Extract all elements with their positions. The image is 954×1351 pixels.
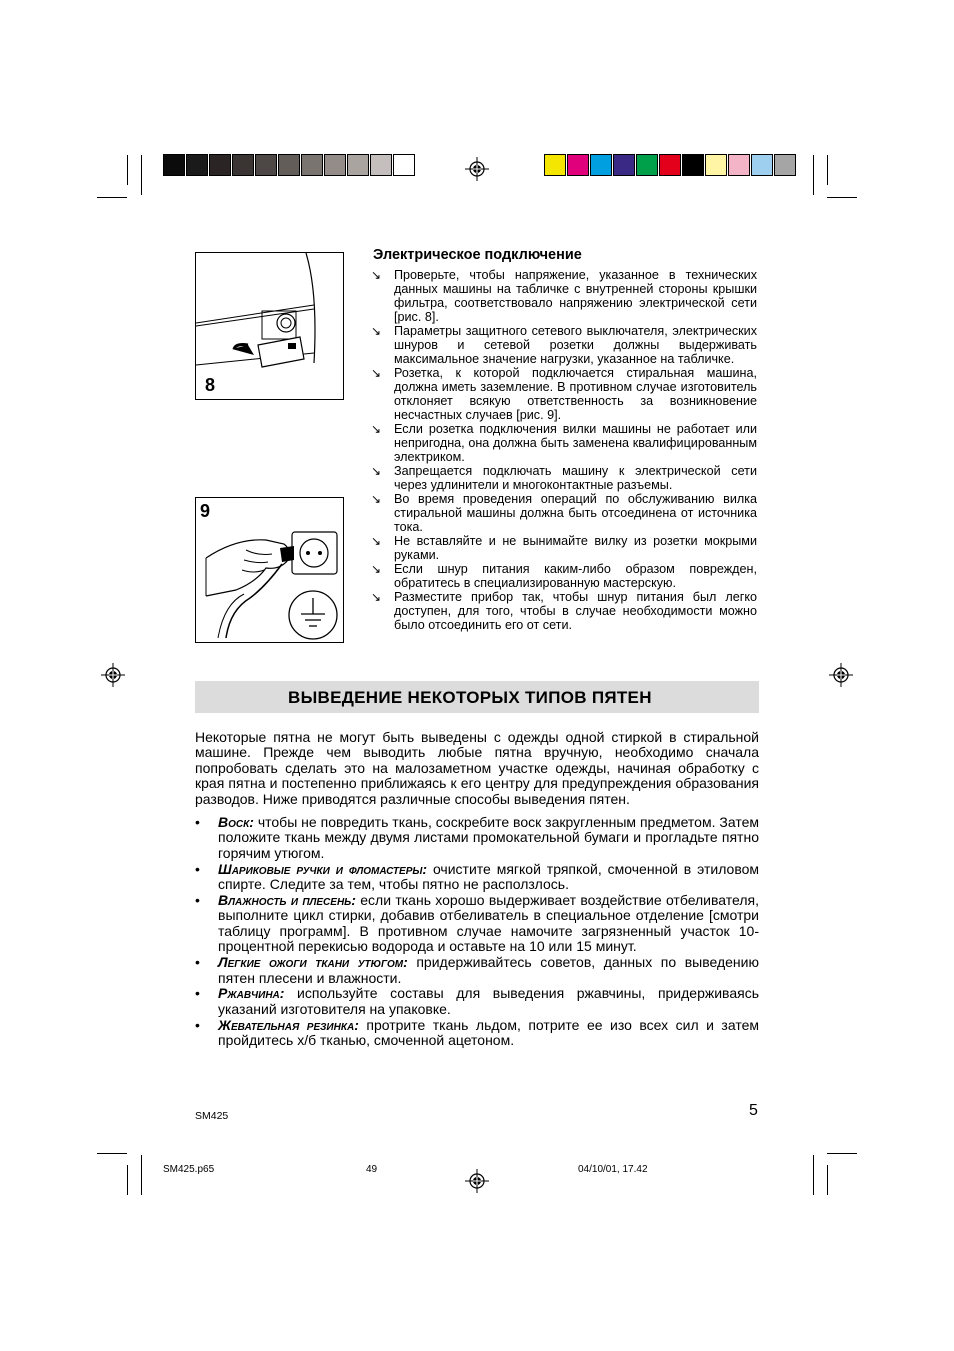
list-item: ↘ Если розетка подключения вилки машины не работает или непригодна, она должна быть заменена квалифицированным электриком. [371, 422, 757, 464]
crop-mark [813, 1155, 814, 1195]
color-swatch [186, 154, 208, 176]
arrow-marker-icon: ↘ [371, 590, 382, 604]
list-item: ↘ Если шнур питания каким-либо образом поврежден, обратитесь в специализированную мастерскую. [371, 562, 757, 590]
sheet-number: 49 [366, 1164, 378, 1175]
list-item: • Ржавчина: используйте составы для выведения ржавчины, придерживаясь указаний изготовителя на упаковке. [195, 985, 759, 1017]
color-swatch [613, 154, 635, 176]
stain-term: Шариковые ручки и фломастеры: [218, 860, 428, 877]
list-item: ↘ Запрещается подключать машину к электрической сети через удлинители и многоконтактные разъемы. [371, 464, 757, 492]
color-swatch [774, 154, 796, 176]
stain-term: Влажность и плесень: [218, 892, 356, 909]
crop-mark [97, 1153, 127, 1154]
intro-paragraph: Некоторые пятна не могут быть выведены с одежды одной стиркой в стиральной машине. Прежде чем выводить любые пятна вручную, необходимо сначала попробовать сделать это на малозаметном участке одежды, начиная обработку с края пятна и постепенно приближаясь к его центру для предупреждения образования разводов. Ниже приводятся различные способы выведения пятен. [195, 729, 759, 807]
plug-and-socket-illustration [196, 498, 343, 642]
color-swatch [659, 154, 681, 176]
crop-mark [141, 155, 142, 195]
list-item: • Воск: чтобы не повредить ткань, соскребите воск закругленным предметом. Затем положите ткань между двумя листами промокательной бумаги и прогладьте пятно горячим утюгом. [195, 814, 759, 861]
color-swatch [163, 154, 185, 176]
color-swatch [705, 154, 727, 176]
crop-mark [127, 155, 128, 185]
print-datetime: 04/10/01, 17.42 [578, 1164, 648, 1175]
section-banner [195, 681, 759, 713]
arrow-marker-icon: ↘ [371, 268, 382, 282]
registration-mark-icon [101, 663, 125, 687]
color-swatch [255, 154, 277, 176]
color-swatch [232, 154, 254, 176]
color-swatch [278, 154, 300, 176]
crop-mark [813, 155, 814, 195]
section-heading: ВЫВЕДЕНИЕ НЕКОТОРЫХ ТИПОВ ПЯТЕН [288, 688, 652, 707]
model-label: SM425 [195, 1110, 229, 1122]
registration-mark-icon [465, 157, 489, 181]
list-item: • Жевательная резинка: протрите ткань льдом, потрите ее изо всех сил и затем пройдитесь х/б тканью, смоченной ацетоном. [195, 1016, 759, 1049]
stain-list [195, 815, 759, 1049]
color-swatch [590, 154, 612, 176]
arrow-marker-icon: ↘ [371, 324, 382, 338]
color-swatch [751, 154, 773, 176]
list-item: • Шариковые ручки и фломастеры: очистите мягкой тряпкой, смоченной в этиловом спирте. Следите за тем, чтобы пятно не расползлось. [195, 860, 760, 893]
color-swatch [393, 154, 415, 176]
bullet-icon: • [195, 954, 200, 971]
color-swatch [728, 154, 750, 176]
crop-mark [141, 1155, 142, 1195]
washer-filter-plate-illustration [196, 253, 343, 399]
stain-term: Воск: [218, 814, 254, 830]
crop-mark [827, 1153, 857, 1154]
page-number: 5 [749, 1102, 758, 1119]
color-swatch [370, 154, 392, 176]
figure-8 [195, 252, 344, 400]
color-swatch [567, 154, 589, 176]
color-bar [544, 154, 797, 176]
grayscale-bar [163, 154, 416, 176]
list-item: ↘ Разместите прибор так, чтобы шнур питания был легко доступен, для того, чтобы в случае необходимости можно было отсоединить его от сети. [371, 590, 757, 632]
list-item: ↘ Параметры защитного сетевого выключателя, электрических шнуров и сетевой розетки должны выдерживать максимальное значение нагрузки, указанное на табличке. [371, 324, 757, 366]
list-item: ↘ Не вставляйте и не вынимайте вилку из розетки мокрыми руками. [371, 534, 757, 562]
bullet-icon: • [195, 1016, 200, 1033]
color-swatch [209, 154, 231, 176]
bullet-icon: • [195, 892, 200, 909]
crop-mark [827, 197, 857, 198]
crop-mark [827, 155, 828, 185]
color-swatch [347, 154, 369, 176]
electrical-list [371, 268, 757, 632]
arrow-marker-icon: ↘ [371, 422, 382, 436]
stain-term: Легкие ожоги ткани утюгом: [218, 954, 408, 971]
file-name: SM425.p65 [163, 1164, 215, 1175]
crop-mark [827, 1165, 828, 1195]
color-swatch [682, 154, 704, 176]
arrow-marker-icon: ↘ [371, 534, 382, 548]
figure-9 [195, 497, 344, 643]
color-swatch [636, 154, 658, 176]
crop-mark [127, 1165, 128, 1195]
color-swatch [301, 154, 323, 176]
figure-label: 9 [200, 501, 211, 521]
bullet-icon: • [195, 814, 200, 830]
list-item: • Легкие ожоги ткани утюгом: придерживайтесь советов, данных по выведению пятен плесени и влажности. [195, 954, 759, 986]
color-swatch [324, 154, 346, 176]
list-item: • Влажность и плесень: если ткань хорошо выдерживает воздействие отбеливателя, выполните цикл стирки, добавив отбеливатель в специальное отделение [смотри таблицу программ]. В противном случае намочите загрязненный участок 10-процентной перекисью водорода и оставьте на 10 или 15 минут. [195, 892, 759, 955]
section-title: Электрическое подключение [373, 247, 582, 263]
list-item: ↘ Проверьте, чтобы напряжение, указанное в технических данных машины на табличке с внутренней стороны крышки фильтра, соответствовало напряжению электрической сети [рис. 8]. [371, 268, 757, 324]
list-item: ↘ Во время проведения операций по обслуживанию вилка стиральной машины должна быть отсоединена от источника тока. [371, 492, 757, 534]
arrow-marker-icon: ↘ [371, 464, 382, 478]
stain-term: Жевательная резинка: [218, 1016, 359, 1033]
bullet-icon: • [195, 860, 200, 877]
arrow-marker-icon: ↘ [371, 492, 382, 506]
arrow-marker-icon: ↘ [371, 366, 382, 380]
crop-mark [97, 197, 127, 198]
color-swatch [544, 154, 566, 176]
bullet-icon: • [195, 985, 200, 1002]
figure-label: 8 [205, 375, 216, 395]
registration-mark-icon [465, 1169, 489, 1193]
list-item: ↘ Розетка, к которой подключается стиральная машина, должна иметь заземление. В противном случае изготовитель отклоняет всякую ответственность за возникновение несчастных случаев [рис. 9]. [371, 366, 757, 422]
registration-mark-icon [829, 663, 853, 687]
arrow-marker-icon: ↘ [371, 562, 382, 576]
stain-term: Ржавчина: [218, 985, 285, 1002]
